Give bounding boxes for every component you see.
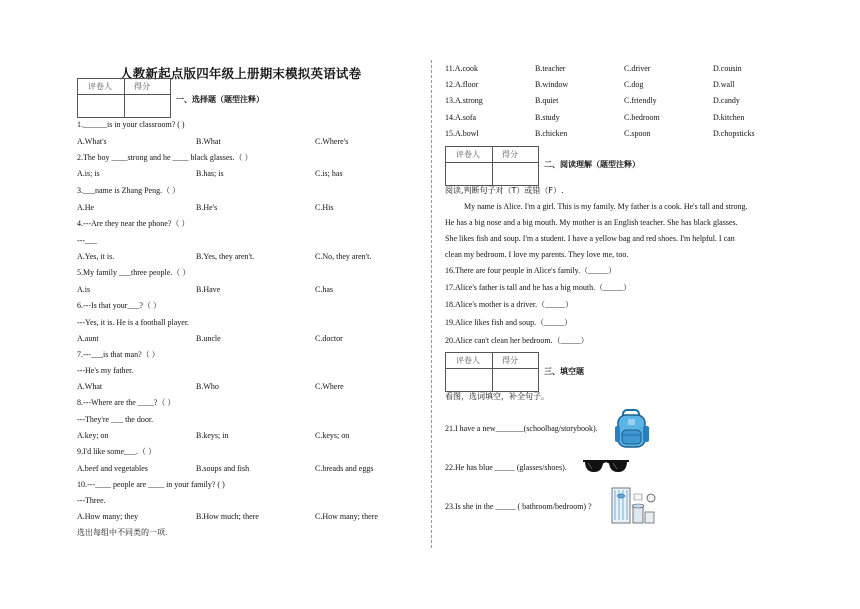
score-label: 得分 [502,150,518,159]
score-label: 得分 [134,82,150,91]
glasses-icon [582,457,630,475]
question-text: 17.Alice's father is tall and he has a big mouth.（_____） [445,283,632,292]
option-c: C.How many; there [315,512,378,521]
question-text: 20.Alice can't clean her bedroom.（_____） [445,336,589,345]
option-d: D.kitchen [713,113,745,122]
option-c: C.keys; on [315,431,350,440]
option-b: B.teacher [535,64,566,73]
option-d: D.chopsticks [713,129,755,138]
score-label: 得分 [502,356,518,365]
option-a: A.He [77,203,95,212]
option-c: C.His [315,203,334,212]
option-a: A.is [77,285,91,294]
grader-label: 评卷人 [88,82,112,91]
option-c: C.bedroom [624,113,660,122]
question-text: 4.---Are they near the phone?（ ） [77,219,190,228]
option-c: C.is; has [315,169,343,178]
question-text: 18.Alice's mother is a driver.（_____） [445,300,574,309]
question-text: 1.______is in your classroom? ( ) [77,120,185,129]
option-c: C.Where's [315,137,349,146]
question-extra: ---___ [77,236,97,245]
section-heading: 一、选择题（题型注释） [176,95,264,104]
section-heading: 二、阅读理解（题型注释） [544,160,640,169]
option-a: 14.A.sofa [445,113,477,122]
question-text: 23.Is she in the _____ ( bathroom/bedroom) ? [445,502,592,511]
option-a: 11.A.cook [445,64,479,73]
option-c: C.has [315,285,333,294]
grader-label: 评卷人 [456,356,480,365]
column-divider [431,60,432,548]
option-b: B.He's [196,203,218,212]
question-text: 8.---Where are the ____?（ ） [77,398,176,407]
option-b: B.Who [196,382,219,391]
option-b: B.has; is [196,169,224,178]
option-a: A.Yes, it is. [77,252,115,261]
option-a: A.key; on [77,431,109,440]
option-a: A.aunt [77,334,99,343]
grader-label: 评卷人 [456,150,480,159]
question-extra: ---He's my father. [77,366,134,375]
question-text: 5.My family ___three people.（ ） [77,268,191,277]
option-c: C.No, they aren't. [315,252,372,261]
option-b: B.keys; in [196,431,229,440]
option-c: C.Where [315,382,344,391]
question-text: 19.Alice likes fish and soup.（_____） [445,318,573,327]
backpack-icon [614,408,652,450]
instruction-text: 看图，选词填空，补全句子。 [445,392,549,401]
option-a: A.How many; they [77,512,139,521]
option-a: 12.A.floor [445,80,479,89]
question-text: 7.---___is that man?（ ） [77,350,160,359]
option-a: A.What [77,382,103,391]
question-extra: ---Three. [77,496,106,505]
question-text: 9.I'd like some___.（ ） [77,447,156,456]
passage-line: He has a big nose and a big mouth. My mother is an English teacher. She has black glasses. [445,218,738,227]
passage-line: My name is Alice. I'm a girl. This is my family. My father is a cook. He's tall and strong. [464,202,748,211]
option-c: C.friendly [624,96,657,105]
instruction-text: 选出每组中不同类的一项. [77,528,168,537]
option-c: C.dog [624,80,644,89]
option-b: B.soups and fish [196,464,250,473]
question-text: 16.There are four people in Alice's family.（_____） [445,266,617,275]
question-text: 22.He has blue _____ (glasses/shoes). [445,463,567,472]
option-a: A.is; is [77,169,100,178]
question-text: 10.---____ people are ____ in your family? ( ) [77,480,225,489]
question-text: 6.---Is that your___?（ ） [77,301,161,310]
option-a: A.What's [77,137,107,146]
passage-line: She likes fish and soup. I'm a student. I have a yellow bag and red shoes. I'm helpful. I can [445,234,735,243]
question-text: 2.The boy ____strong and he ____ black glasses.（ ） [77,153,253,162]
option-d: D.wall [713,80,735,89]
option-a: 13.A.strong [445,96,483,105]
option-a: 15.A.bowl [445,129,479,138]
option-b: B.window [535,80,569,89]
option-c: C.spoon [624,129,651,138]
option-b: B.Yes, they aren't. [196,252,255,261]
option-c: C.driver [624,64,651,73]
option-b: B.How much; there [196,512,259,521]
option-b: B.chicken [535,129,568,138]
section-heading: 三、填空题 [544,367,584,376]
page-title: 人教新起点版四年级上册期末模拟英语试卷 [120,66,362,81]
option-b: B.Have [196,285,221,294]
option-b: B.What [196,137,221,146]
score-box [77,78,171,118]
option-d: D.cousin [713,64,742,73]
option-a: A.beef and vegetables [77,464,148,473]
option-c: C.doctor [315,334,343,343]
question-text: 21.I have a new_______(schoolbag/storybook). [445,424,598,433]
option-b: B.quiet [535,96,559,105]
question-extra: ---They're ___ the door. [77,415,154,424]
option-b: B.study [535,113,560,122]
instruction-text: 阅读,判断句子对（T）或错（F）. [445,186,564,195]
score-box [445,352,539,392]
option-b: B.uncle [196,334,221,343]
question-text: 3.___name is Zhang Peng.（ ） [77,186,181,195]
option-d: D.candy [713,96,740,105]
bathroom-icon [609,486,657,526]
score-box [445,146,539,186]
passage-line: clean my bedroom. I love my parents. They love me, too. [445,250,629,259]
option-c: C.breads and eggs [315,464,374,473]
question-extra: ---Yes, it is. He is a football player. [77,318,190,327]
